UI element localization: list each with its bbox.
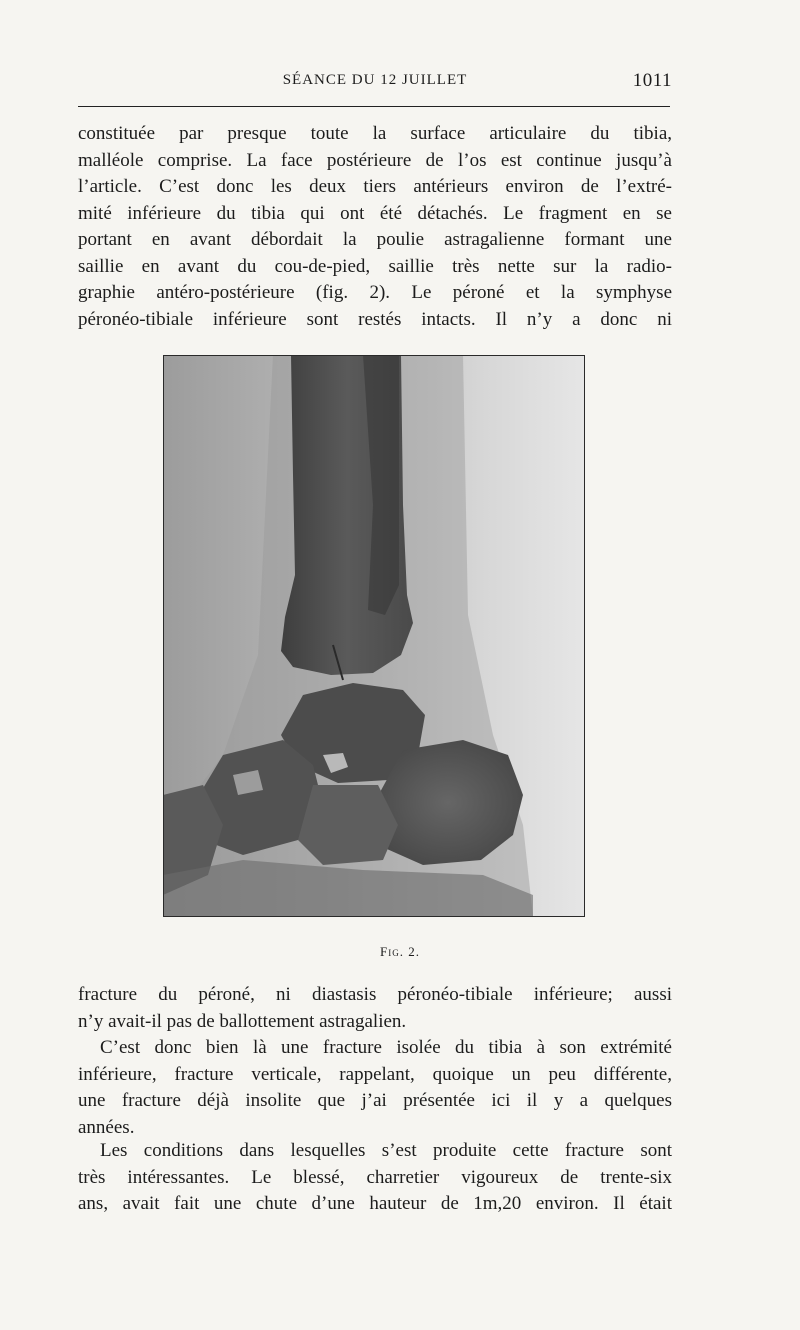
header-rule [78,106,670,107]
text-line: années. [78,1116,135,1138]
running-title: SÉANCE DU 12 JUILLET [282,72,468,88]
text-line: constituée par presque toute la surface articulaire du tibia, [78,123,672,144]
running-head [78,70,672,94]
text-line: ans, avait fait une chute d’une hauteur de 1m,20 environ. Il était [78,1193,672,1214]
radiograph-figure [163,355,585,917]
text-line: graphie antéro-postérieure (fig. 2). Le péroné et la symphyse [78,282,672,303]
paragraph [78,982,672,1035]
text-line: une fracture déjà insolite que j’ai présentée ici il y a quelques [78,1090,672,1111]
text-line: péronéo-tibiale inférieure sont restés intacts. Il n’y a donc ni [78,308,672,330]
figure-caption: Fig. 2. [380,944,420,959]
text-line: portant en avant débordait la poulie astragalienne formant une [78,229,672,250]
text-line: fracture du péroné, ni diastasis péronéo-tibiale inférieure; aussi [78,984,672,1005]
text-line: très intéressantes. Le blessé, charretier vigoureux de trente-six [78,1166,672,1188]
page-number: 1011 [632,70,672,91]
text-line: saillie en avant du cou-de-pied, saillie très nette sur la radio- [78,255,672,277]
text-line: C’est donc bien là une fracture isolée du tibia à son extrémité [100,1037,672,1058]
text-line: inférieure, fracture verticale, rappelant, quoique un peu différente, [78,1063,672,1085]
paragraph [78,1035,672,1141]
text-line: mité inférieure du tibia qui ont été détachés. Le fragment en se [78,202,672,224]
paragraph-continued [78,121,672,333]
text-line: Les conditions dans lesquelles s’est produite cette fracture sont [100,1140,672,1161]
paragraph [78,1138,672,1218]
text-line: l’article. C’est donc les deux tiers antérieurs environ de l’extré- [78,176,672,197]
ankle-radiograph-image [163,355,585,917]
text-line: n’y avait-il pas de ballottement astragalien. [78,1010,407,1032]
cuboid-bone [298,785,398,865]
text-line: malléole comprise. La face postérieure de l’os est continue jusqu’à [78,149,672,171]
